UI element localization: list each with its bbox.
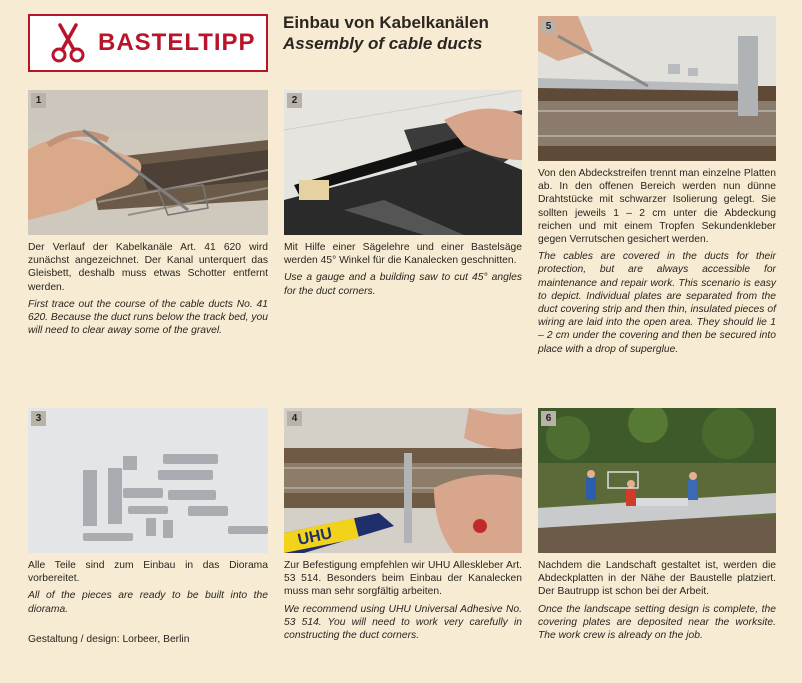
photo-step-5: [538, 16, 776, 161]
photo-step-3: [28, 408, 268, 553]
step-6-german: Nachdem die Landschaft gestaltet ist, werden die Abdeckplatten in der Nähe der Baustelle platziert. Der Bautrupp ist schon bei der Arbeit.: [538, 560, 776, 598]
scissors-icon: [46, 21, 90, 65]
photo-step-6: [538, 408, 776, 553]
basteltipp-logo: [28, 14, 268, 72]
page-heading: [283, 13, 489, 54]
step-6-text: [538, 559, 776, 646]
step-1-german: Der Verlauf der Kabelkanäle Art. 41 620 wird zunächst angezeichnet. Der Kanal unterquert das Gleisbett, deshalb muss etwas Schotter entfernt werden.: [28, 242, 268, 293]
step-2-text: [284, 241, 522, 302]
step-5-german: Von den Abdeckstreifen trennt man einzelne Platten ab. In den offenen Bereich werden nun dünne Drahtstücke mit schwarzer Isolierung gelegt. Sie sollten jeweils 1 – 2 cm unter die Abdeckung reichen und mit einem Tropfen Sekundenkleber gegen Verrutschen gesichert werden.: [538, 168, 776, 246]
photo-step-1: [28, 90, 268, 235]
step-5-english: The cables are covered in the ducts for their protection, but are always accessible for maintenance and repair work. This scenario is easy to depict. Individual plates are separated from the duct covering strip and then thin, insulated pieces of wiring are laid into the open area. They should lie 1 – 2 cm under the covering and then be secured into place with a drop of superglue.: [538, 251, 776, 355]
step-3-english: All of the pieces are ready to be built into the diorama.: [28, 590, 268, 615]
step-5-text: [538, 167, 776, 360]
step-2-english: Use a gauge and a building saw to cut 45° angles for the duct corners.: [284, 272, 522, 297]
step-4-german: Zur Befestigung empfehlen wir UHU Alleskleber Art. 53 514. Besonders beim Einbau der Kanalecken muss man sehr sorgfältig arbeiten.: [284, 560, 522, 598]
step-number: 1: [31, 93, 46, 108]
logo-text: BASTELTIPP: [98, 29, 256, 56]
step-4-text: [284, 559, 522, 646]
design-credit: Gestaltung / design: Lorbeer, Berlin: [28, 634, 190, 645]
step-3-german: Alle Teile sind zum Einbau in das Diorama vorbereitet.: [28, 560, 268, 585]
step-4-english: We recommend using UHU Universal Adhesive No. 53 514. You will need to work very carefully in constructing the duct corners.: [284, 603, 522, 642]
glue-tube-label: UHU: [296, 525, 334, 549]
step-3-text: [28, 559, 268, 620]
title-english: Assembly of cable ducts: [283, 34, 483, 53]
step-number: 2: [287, 93, 302, 108]
step-1-english: First trace out the course of the cable ducts No. 41 620. Because the duct runs below the track bed, you will need to clear away some of the gravel.: [28, 298, 268, 337]
photo-step-4: [284, 408, 522, 553]
step-6-english: Once the landscape setting design is complete, the covering plates are deposited near the worksite. The work crew is already on the job.: [538, 603, 776, 642]
step-2-german: Mit Hilfe einer Sägelehre und einer Bastelsäge werden 45° Winkel für die Kanalecken geschnitten.: [284, 242, 522, 267]
title-german: Einbau von Kabelkanälen: [283, 13, 489, 32]
step-1-text: [28, 241, 268, 341]
step-number: 6: [541, 411, 556, 426]
photo-step-2: [284, 90, 522, 235]
step-number: 4: [287, 411, 302, 426]
step-number: 3: [31, 411, 46, 426]
step-number: 5: [541, 19, 556, 34]
